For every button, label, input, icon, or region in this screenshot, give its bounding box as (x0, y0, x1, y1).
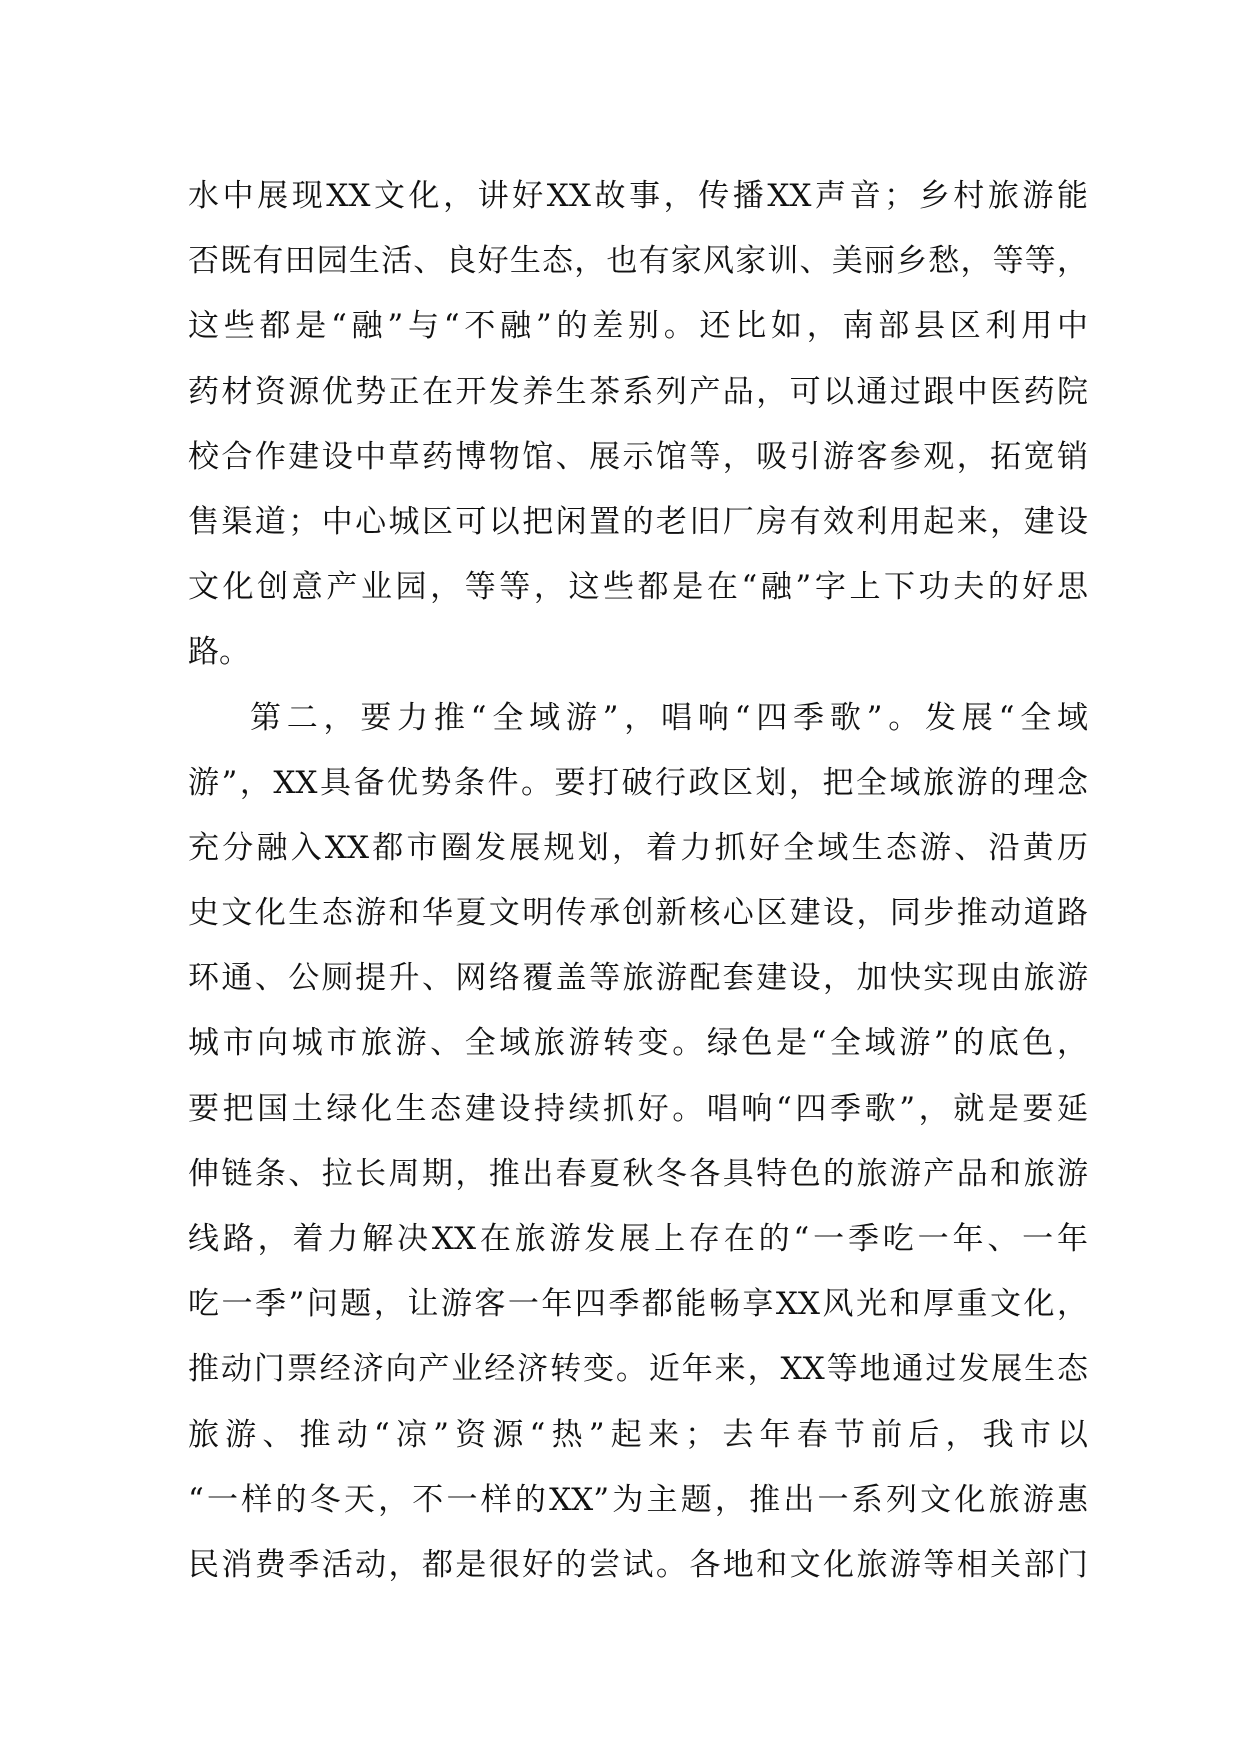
text-line: 环通、公厕提升、网络覆盖等旅游配套建设，加快实现由旅游 (188, 960, 1088, 997)
text-line: 旅游、推动“凉”资源“热”起来；去年春节前后，我市以 (188, 1416, 1088, 1453)
text-line: 城市向城市旅游、全域旅游转变。绿色是“全域游”的底色， (188, 1025, 1088, 1062)
text-line: 史文化生态游和华夏文明传承创新核心区建设，同步推动道路 (188, 895, 1088, 932)
text-line: 民消费季活动，都是很好的尝试。各地和文化旅游等相关部门 (188, 1546, 1088, 1583)
text-line: 吃一季”问题，让游客一年四季都能畅享XX风光和厚重文化， (188, 1286, 1088, 1323)
text-line: 推动门票经济向产业经济转变。近年来，XX等地通过发展生态 (188, 1351, 1088, 1388)
text-line: 售渠道；中心城区可以把闲置的老旧厂房有效利用起来，建设 (188, 503, 1088, 540)
text-line: 伸链条、拉长周期，推出春夏秋冬各具特色的旅游产品和旅游 (188, 1155, 1088, 1192)
text-line: 校合作建设中草药博物馆、展示馆等，吸引游客参观，拓宽销 (188, 438, 1088, 475)
text-line: 第二，要力推“全域游”，唱响“四季歌”。发展“全域 (250, 699, 1088, 736)
text-line: 否既有田园生活、良好生态，也有家风家训、美丽乡愁，等等， (188, 243, 1088, 280)
text-line: 水中展现XX文化，讲好XX故事，传播XX声音；乡村旅游能 (188, 178, 1088, 214)
text-line: 这些都是“融”与“不融”的差别。还比如，南部县区利用中 (188, 308, 1088, 345)
paragraph (188, 686, 1088, 1599)
text-line: 药材资源优势正在开发养生茶系列产品，可以通过跟中医药院 (188, 373, 1088, 410)
text-line: 线路，着力解决XX在旅游发展上存在的“一季吃一年、一年 (188, 1221, 1088, 1257)
text-line: “一样的冬天，不一样的XX”为主题，推出一系列文化旅游惠 (188, 1481, 1088, 1518)
body-text (188, 164, 1088, 1598)
text-line: 要把国土绿化生态建设持续抓好。唱响“四季歌”，就是要延 (188, 1090, 1088, 1127)
text-line: 文化创意产业园，等等，这些都是在“融”字上下功夫的好思 (188, 569, 1088, 606)
text-line: 游”，XX具备优势条件。要打破行政区划，把全域旅游的理念 (188, 764, 1088, 801)
text-line: 路。 (188, 634, 250, 671)
paragraph (188, 164, 1088, 686)
text-line: 充分融入XX都市圈发展规划，着力抓好全域生态游、沿黄历 (188, 829, 1088, 866)
